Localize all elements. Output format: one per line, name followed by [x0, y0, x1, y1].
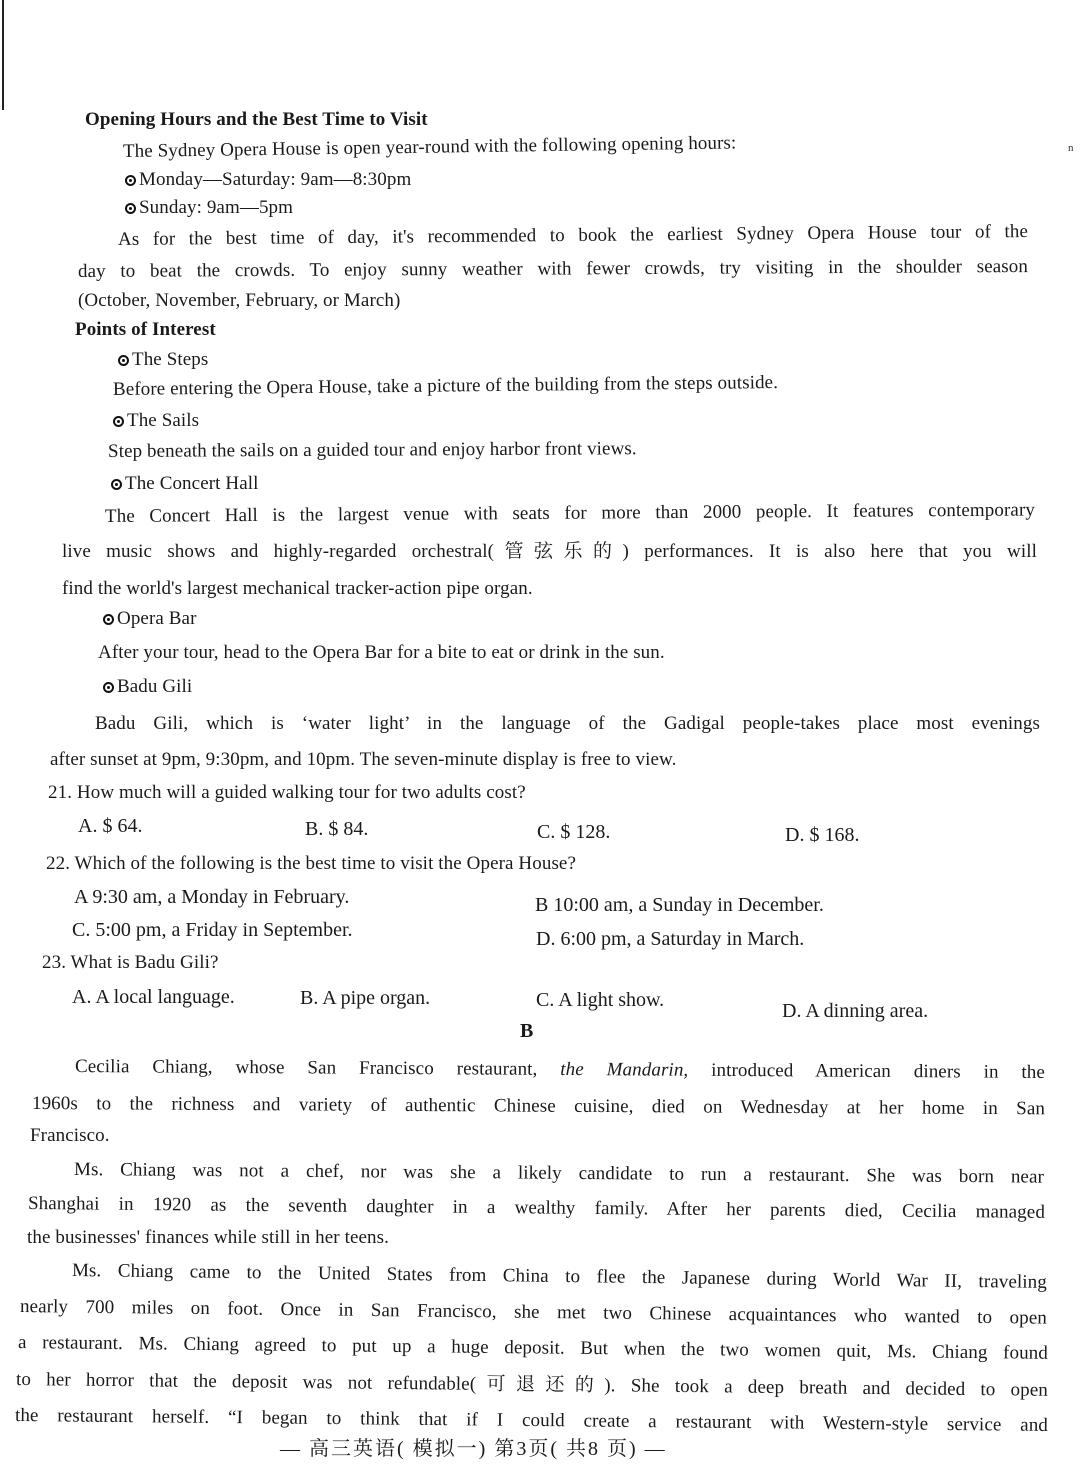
para1-text: 1960s to the richness and variety of authentic Chinese cuisine, died on Wednesday at her home in San — [31, 1093, 1046, 1120]
q21-option-c[interactable]: C. $ 128. — [537, 821, 611, 843]
heading-opening-hours: Opening Hours and the Best Time to Visit — [85, 109, 428, 130]
poi-desc-text: live music shows and highly-regarded orchestral(管弦乐的) performances. It is also here that you will — [62, 541, 1037, 562]
poi-title-text: Badu Gili — [117, 676, 193, 697]
q21-option-a[interactable]: A. $ 64. — [78, 815, 143, 837]
poi-badu-title — [103, 675, 192, 699]
heading-points-of-interest: Points of Interest — [75, 319, 216, 340]
page-footer: — 高三英语( 模拟一) 第3页( 共8 页) — — [280, 1438, 667, 1460]
question-23-stem: 23. What is Badu Gili? — [42, 952, 219, 973]
bullet-icon — [113, 416, 124, 427]
poi-concert-desc-3: find the world's largest mechanical tracker-action pipe organ. — [62, 578, 533, 599]
hours-weekday-text: Monday—Saturday: 9am—8:30pm — [139, 169, 412, 190]
poi-concert-desc-1 — [105, 499, 1035, 529]
hours-weekday — [125, 168, 411, 192]
bullet-icon — [103, 682, 114, 693]
q21-option-b[interactable]: B. $ 84. — [305, 818, 369, 840]
poi-title-text: Opera Bar — [117, 608, 197, 629]
poi-desc-text: Badu Gili, which is ‘water light’ in the language of the Gadigal people-takes place most evenings — [95, 713, 1040, 734]
q22-option-b[interactable]: B 10:00 am, a Sunday in December. — [535, 894, 824, 916]
para3-text: a restaurant. Ms. Chiang agreed to put up a huge deposit. But when the two women quit, Ms. Chiang found — [17, 1332, 1049, 1364]
q23-option-c[interactable]: C. A light show. — [536, 989, 665, 1011]
q23-option-d[interactable]: D. A dinning area. — [782, 1000, 929, 1022]
section-b-label: B — [520, 1020, 534, 1042]
bullet-icon — [125, 203, 136, 214]
poi-title-text: The Sails — [127, 410, 200, 431]
poi-steps-title — [118, 348, 208, 372]
q23-option-a[interactable]: A. A local language. — [72, 986, 235, 1008]
best-time-text-2: day to beat the crowds. To enjoy sunny weather with fewer crowds, try visiting in the shoulder season — [77, 256, 1029, 282]
para2-line-3: the businesses' finances while still in her teens. — [27, 1227, 389, 1248]
para3-line-2 — [20, 1295, 1047, 1331]
poi-badu-desc-2: after sunset at 9pm, 9:30pm, and 10pm. The seven-minute display is free to view. — [50, 749, 677, 770]
para3-line-1 — [72, 1259, 1047, 1295]
bullet-icon — [111, 479, 122, 490]
poi-badu-desc-1 — [95, 712, 1040, 736]
hours-intro: The Sydney Opera House is open year-round with the following opening hours: — [122, 132, 737, 162]
hours-sunday — [125, 196, 293, 220]
para3-text: nearly 700 miles on foot. Once in San Francisco, she met two Chinese acquaintances who wanted to open — [19, 1296, 1048, 1329]
para3-text: to her horror that the deposit was not refundable(可退还的). She took a deep breath and decided to open — [15, 1369, 1049, 1401]
poi-bar-desc: After your tour, head to the Opera Bar for a bite to eat or drink in the sun. — [98, 642, 665, 663]
q22-option-d[interactable]: D. 6:00 pm, a Saturday in March. — [536, 928, 805, 950]
para2-line-1 — [74, 1158, 1044, 1190]
para1-line-2 — [32, 1092, 1045, 1121]
q22-option-a[interactable]: A 9:30 am, a Monday in February. — [74, 886, 350, 908]
q22-option-c[interactable]: C. 5:00 pm, a Friday in September. — [72, 919, 353, 941]
best-time-text-1: As for the best time of day, it's recommended to book the earliest Sydney Opera House tour of the — [117, 221, 1029, 250]
poi-title-text: The Concert Hall — [125, 473, 259, 494]
para1-post: , introduced American diners in the — [683, 1059, 1046, 1083]
bullet-icon — [103, 614, 114, 625]
poi-concert-desc-2 — [62, 540, 1037, 564]
para1-pre: Cecilia Chiang, whose San Francisco restaurant, — [74, 1056, 561, 1080]
bullet-icon — [125, 175, 136, 186]
para3-line-4 — [16, 1368, 1048, 1403]
poi-sails-title — [113, 409, 199, 433]
question-22-stem: 22. Which of the following is the best time to visit the Opera House? — [46, 853, 577, 874]
poi-bar-title — [103, 607, 197, 631]
q23-option-b[interactable]: B. A pipe organ. — [300, 987, 431, 1009]
para1-line-1 — [75, 1055, 1045, 1085]
best-time-line-2 — [78, 255, 1028, 284]
poi-concert-title — [111, 472, 259, 496]
para2-text: Ms. Chiang was not a chef, nor was she a likely candidate to run a restaurant. She was born near — [73, 1159, 1045, 1188]
para1-line-1-text — [75, 1055, 1045, 1085]
restaurant-name: the Mandarin — [560, 1058, 684, 1081]
hours-sunday-text: Sunday: 9am—5pm — [139, 197, 294, 218]
para3-text: Ms. Chiang came to the United States from China to flee the Japanese during World War II, traveling — [71, 1260, 1048, 1293]
para3-text: the restaurant herself. “I began to think that if I could create a restaurant with Western-style service and — [14, 1405, 1049, 1436]
para3-line-3 — [18, 1331, 1048, 1366]
para1-line-3: Francisco. — [30, 1125, 110, 1146]
best-time-line-1 — [118, 220, 1028, 252]
margin-mark: n — [1068, 142, 1074, 154]
question-21-stem: 21. How much will a guided walking tour for two adults cost? — [48, 782, 526, 803]
best-time-line-3: (October, November, February, or March) — [78, 290, 401, 311]
para2-line-2 — [28, 1192, 1045, 1225]
para2-text: Shanghai in 1920 as the seventh daughter in a wealthy family. After her parents died, Cecilia managed — [27, 1193, 1046, 1223]
bullet-icon — [118, 355, 129, 366]
q21-option-d[interactable]: D. $ 168. — [785, 824, 860, 846]
poi-sails-desc: Step beneath the sails on a guided tour and enjoy harbor front views. — [107, 438, 637, 462]
poi-steps-desc: Before entering the Opera House, take a picture of the building from the steps outside. — [112, 372, 779, 400]
poi-title-text: The Steps — [132, 349, 209, 370]
poi-desc-text: The Concert Hall is the largest venue with seats for more than 2000 people. It features contemporary — [104, 499, 1036, 527]
